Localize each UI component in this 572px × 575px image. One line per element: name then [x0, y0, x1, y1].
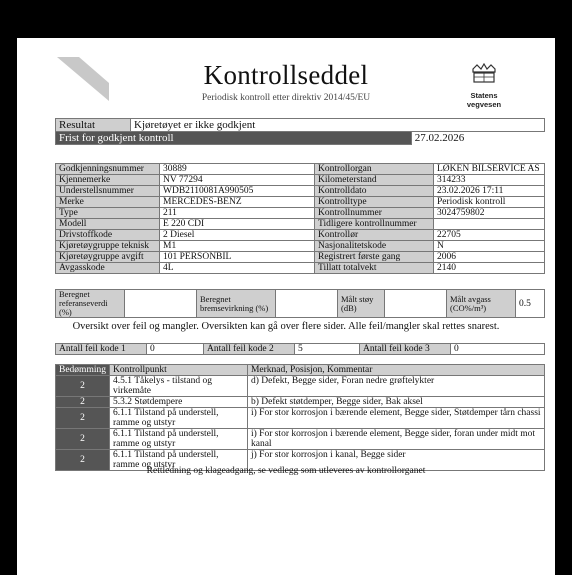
vehicle-field-label: Tillatt totalvekt	[315, 263, 434, 274]
vehicle-field-value: 30889	[160, 164, 315, 175]
vehicle-field-label: Kilometerstand	[315, 175, 434, 186]
footer-note: Rettledning og klageadgang, se vedlegg som utleveres av kontrollorganet	[146, 466, 426, 476]
vehicle-field-value: MERCEDES-BENZ	[160, 197, 315, 208]
vehicle-field-value: 4L	[160, 263, 315, 274]
result-table	[55, 118, 545, 145]
brake-label: Beregnet bremsevirkning (%)	[197, 290, 276, 318]
point-header: Kontrollpunkt	[109, 365, 247, 376]
vehicle-field-label: Kjennemerke	[56, 175, 160, 186]
deadline-label: Frist for godkjent kontroll	[56, 132, 412, 145]
vehicle-field-label: Kontrolltype	[315, 197, 434, 208]
defect-grade: 2	[56, 397, 110, 408]
ref-value	[125, 290, 197, 318]
vehicle-field-value: M1	[160, 241, 315, 252]
vehicle-info-row	[56, 219, 545, 230]
defect-remark: i) For stor korrosjon i bærende element, Begge sider, foran under midt mot kanal	[247, 429, 544, 450]
fault-count-table	[55, 343, 545, 355]
grade-header: Bedømming	[56, 365, 110, 376]
fault-code2-value: 5	[295, 344, 360, 355]
vehicle-field-value	[434, 219, 545, 230]
vehicle-field-value: 2006	[434, 252, 545, 263]
defects-table	[55, 364, 545, 471]
vehicle-field-label: Tidligere kontrollnummer	[315, 219, 434, 230]
defect-point: 5.3.2 Støtdempere	[109, 397, 247, 408]
fault-code2-label: Antall feil kode 2	[204, 344, 295, 355]
defect-remark: b) Defekt støtdemper, Begge sider, Bak aksel	[247, 397, 544, 408]
vehicle-field-value: 3024759802	[434, 208, 545, 219]
vehicle-field-label: Drivstoffkode	[56, 230, 160, 241]
vehicle-info-row	[56, 175, 545, 186]
remark-header: Merknad, Posisjon, Kommentar	[247, 365, 544, 376]
vehicle-field-label: Kontrollør	[315, 230, 434, 241]
result-label: Resultat	[56, 119, 131, 132]
fault-code1-value: 0	[147, 344, 204, 355]
defect-remark: j) For stor korrosjon i kanal, Begge sider	[247, 450, 544, 471]
vehicle-info-row	[56, 186, 545, 197]
defect-row	[56, 429, 545, 450]
vehicle-info-row	[56, 208, 545, 219]
vehicle-field-label: Understellsnummer	[56, 186, 160, 197]
vehicle-field-value: 23.02.2026 17:11	[434, 186, 545, 197]
vehicle-field-label: Type	[56, 208, 160, 219]
vehicle-field-value: 22705	[434, 230, 545, 241]
overview-note: Oversikt over feil og mangler. Oversikten kan gå over flere sider. Alle feil/mangler skal rettes snarest.	[72, 321, 500, 332]
brake-value	[276, 290, 338, 318]
defect-remark: d) Defekt, Begge sider, Foran nedre grøftelykter	[247, 376, 544, 397]
vehicle-info-row	[56, 164, 545, 175]
vehicle-field-label: Registrert første gang	[315, 252, 434, 263]
fault-code3-label: Antall feil kode 3	[360, 344, 451, 355]
result-value: Kjøretøyet er ikke godkjent	[131, 119, 545, 132]
defect-point: 6.1.1 Tilstand på understell, ramme og utstyr	[109, 450, 247, 471]
measurements-table	[55, 289, 545, 318]
vehicle-field-label: Avgasskode	[56, 263, 160, 274]
vehicle-info-table	[55, 163, 545, 274]
document-title: Kontrollseddel	[203, 60, 369, 90]
vehicle-field-label: Kontrollorgan	[315, 164, 434, 175]
vehicle-field-value: E 220 CDI	[160, 219, 315, 230]
noise-value	[385, 290, 447, 318]
inspection-document	[17, 38, 555, 575]
vehicle-field-label: Godkjenningsnummer	[56, 164, 160, 175]
vehicle-field-label: Kjøretøygruppe avgift	[56, 252, 160, 263]
agency-logo	[454, 63, 514, 109]
defect-point: 4.5.1 Tåkelys - tilstand og virkemåte	[109, 376, 247, 397]
vehicle-info-row	[56, 252, 545, 263]
vehicle-field-label: Kjøretøygruppe teknisk	[56, 241, 160, 252]
vehicle-info-row	[56, 263, 545, 274]
vehicle-field-value: 2140	[434, 263, 545, 274]
defect-row	[56, 376, 545, 397]
vehicle-field-label: Kontrollnummer	[315, 208, 434, 219]
deadline-value: 27.02.2026	[414, 132, 465, 145]
vehicle-field-value: 101 PERSONBIL	[160, 252, 315, 263]
vehicle-info-row	[56, 197, 545, 208]
vehicle-field-value: 314233	[434, 175, 545, 186]
defect-point: 6.1.1 Tilstand på understell, ramme og utstyr	[109, 408, 247, 429]
ref-value-label: Beregnet referanseverdi (%)	[56, 290, 125, 318]
defect-row	[56, 408, 545, 429]
vehicle-field-label: Kontrolldato	[315, 186, 434, 197]
document-subtitle: Periodisk kontroll etter direktiv 2014/45/EU	[201, 93, 371, 103]
defect-point: 6.1.1 Tilstand på understell, ramme og utstyr	[109, 429, 247, 450]
agency-name: Statens vegvesen	[466, 91, 502, 109]
vehicle-field-value: NV 77294	[160, 175, 315, 186]
noise-label: Målt støy (dB)	[338, 290, 385, 318]
exhaust-label: Målt avgass (CO%/m³)	[447, 290, 516, 318]
defect-grade: 2	[56, 429, 110, 450]
vehicle-field-label: Modell	[56, 219, 160, 230]
vehicle-field-value: N	[434, 241, 545, 252]
vehicle-field-value: 2 Diesel	[160, 230, 315, 241]
exhaust-value: 0.5	[516, 290, 545, 318]
vehicle-field-value: Periodisk kontroll	[434, 197, 545, 208]
fault-code1-label: Antall feil kode 1	[56, 344, 147, 355]
fault-code3-value: 0	[451, 344, 545, 355]
vehicle-field-label: Merke	[56, 197, 160, 208]
defect-grade: 2	[56, 408, 110, 429]
vehicle-field-value: WDB2110081A990505	[160, 186, 315, 197]
vehicle-field-value: LØKEN BILSERVICE AS	[434, 164, 545, 175]
defect-grade: 2	[56, 450, 110, 471]
vehicle-info-row	[56, 241, 545, 252]
defect-row	[56, 397, 545, 408]
defect-remark: i) For stor korrosjon i bærende element, Begge sider, Støtdemper tårn chassi	[247, 408, 544, 429]
vehicle-field-value: 211	[160, 208, 315, 219]
vehicle-info-row	[56, 230, 545, 241]
vehicle-field-label: Nasjonalitetskode	[315, 241, 434, 252]
defect-grade: 2	[56, 376, 110, 397]
crown-shield-icon	[469, 63, 499, 85]
